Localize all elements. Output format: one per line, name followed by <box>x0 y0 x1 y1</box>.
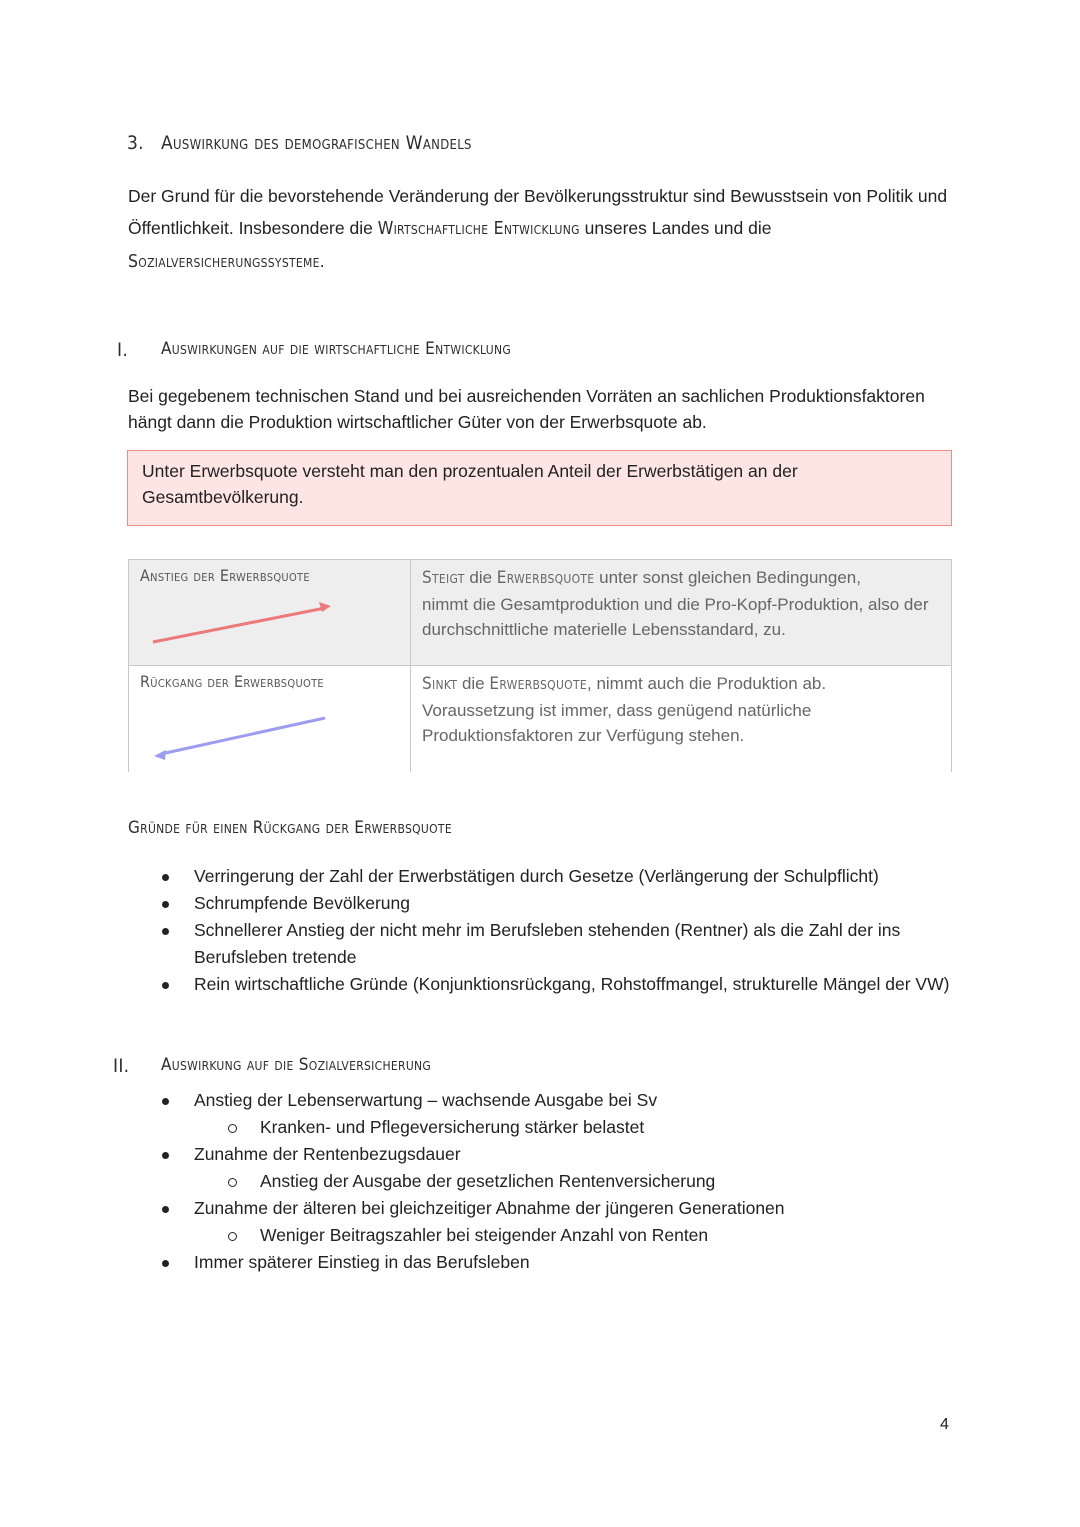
list-item <box>160 1141 960 1195</box>
sub-list-item: Anstieg der Ausgabe der gesetzlichen Rentenversicherung <box>194 1168 960 1195</box>
sub-list <box>194 1168 960 1195</box>
sub-list-item: Weniger Beitragszahler bei steigender Anzahl von Renten <box>194 1222 960 1249</box>
sub-list <box>194 1222 960 1249</box>
verb-sinkt: Sinkt <box>422 674 458 694</box>
list-item: Verringerung der Zahl der Erwerbstätigen durch Gesetze (Verlängerung der Schulpflicht) <box>160 863 960 890</box>
section-ii-number: II. <box>113 1055 130 1077</box>
section-ii-title: Auswirkung auf die Sozialversicherung <box>161 1055 432 1075</box>
description-rueckgang: Voraussetzung ist immer, dass genügend natürliche Produktionsfaktoren zur Verfügung stehen. <box>422 701 812 745</box>
intro-highlight-wirtschaft: Wirtschaftliche Entwicklung <box>377 219 580 239</box>
sub-list-item: Kranken- und Pflegeversicherung stärker belastet <box>194 1114 960 1141</box>
intro-text-1: Der Grund für die bevorstehende Veränderung der Bevölkerungsstruktur sind Bewusstsein von Politik und Öffentlichkeit. Insbesondere die <box>128 186 948 238</box>
intro-highlight-sozial: Sozialversicherungssysteme <box>128 252 320 272</box>
list-item <box>160 1087 960 1141</box>
text-die: die <box>464 568 497 587</box>
subject-erwerbsquote: Erwerbsquote <box>496 568 595 588</box>
section-3-number: 3. <box>127 132 144 154</box>
section-i-number: I. <box>117 339 129 361</box>
list-item-text: Immer späterer Einstieg in das Berufsleben <box>194 1252 530 1272</box>
section-i-title: Auswirkungen auf die wirtschaftliche Entwicklung <box>161 339 512 359</box>
definition-box <box>127 450 952 526</box>
label-rueckgang: Rückgang der Erwerbsquote <box>140 672 324 691</box>
table-cell-description <box>412 560 951 665</box>
list-item <box>160 1195 960 1249</box>
reasons-list <box>160 863 960 998</box>
text-rest: , nimmt auch die Produktion ab. <box>587 674 827 693</box>
intro-text-2: unseres Landes und die <box>579 218 772 238</box>
arrow-up-right-icon <box>129 560 411 666</box>
text-rest: unter sonst gleichen Bedingungen, <box>594 568 861 587</box>
intro-paragraph <box>128 180 958 278</box>
intro-text-3: . <box>319 251 325 271</box>
definition-text: Unter Erwerbsquote versteht man den prozentualen Anteil der Erwerbstätigen an der Gesamtbevölkerung. <box>142 461 798 507</box>
table-row-anstieg <box>129 560 951 666</box>
sub-list <box>194 1114 960 1141</box>
subject-erwerbsquote: Erwerbsquote <box>489 674 587 694</box>
section-3-heading <box>127 132 472 154</box>
section-i-paragraph: Bei gegebenem technischen Stand und bei ausreichenden Vorräten an sachlichen Produktionsfaktoren hängt dann die Produktion wirtschaftlicher Güter von der Erwerbsquote ab. <box>128 386 925 432</box>
list-item <box>160 1249 960 1276</box>
erwerbsquote-table <box>128 559 952 772</box>
list-item-text: Zunahme der Rentenbezugsdauer <box>194 1144 461 1164</box>
list-item-text: Anstieg der Lebenserwartung – wachsende Ausgabe bei Sv <box>194 1090 658 1110</box>
reasons-heading: Gründe für einen Rückgang der Erwerbsquote <box>128 818 452 838</box>
label-anstieg: Anstieg der Erwerbsquote <box>140 566 310 585</box>
table-row-rueckgang <box>129 666 951 772</box>
section-3-title: Auswirkung des demografischen Wandels <box>161 132 472 154</box>
social-insurance-list <box>160 1087 960 1276</box>
description-anstieg: nimmt die Gesamtproduktion und die Pro-Kopf-Produktion, also der durchschnittliche materielle Lebensstandard, zu. <box>422 595 929 639</box>
list-item: Rein wirtschaftliche Gründe (Konjunktionsrückgang, Rohstoffmangel, strukturelle Mängel der VW) <box>160 971 960 998</box>
arrow-down-left-icon <box>129 666 411 772</box>
table-cell-description <box>412 666 951 772</box>
page-number: 4 <box>940 1416 949 1433</box>
list-item: Schnellerer Anstieg der nicht mehr im Berufsleben stehenden (Rentner) als die Zahl der ins Berufsleben tretende <box>160 917 960 971</box>
verb-steigt: Steigt <box>422 568 465 588</box>
list-item-text: Zunahme der älteren bei gleichzeitiger Abnahme der jüngeren Generationen <box>194 1198 785 1218</box>
list-item: Schrumpfende Bevölkerung <box>160 890 960 917</box>
table-cell-label <box>129 666 411 772</box>
text-die: die <box>457 674 490 693</box>
table-cell-label <box>129 560 411 665</box>
